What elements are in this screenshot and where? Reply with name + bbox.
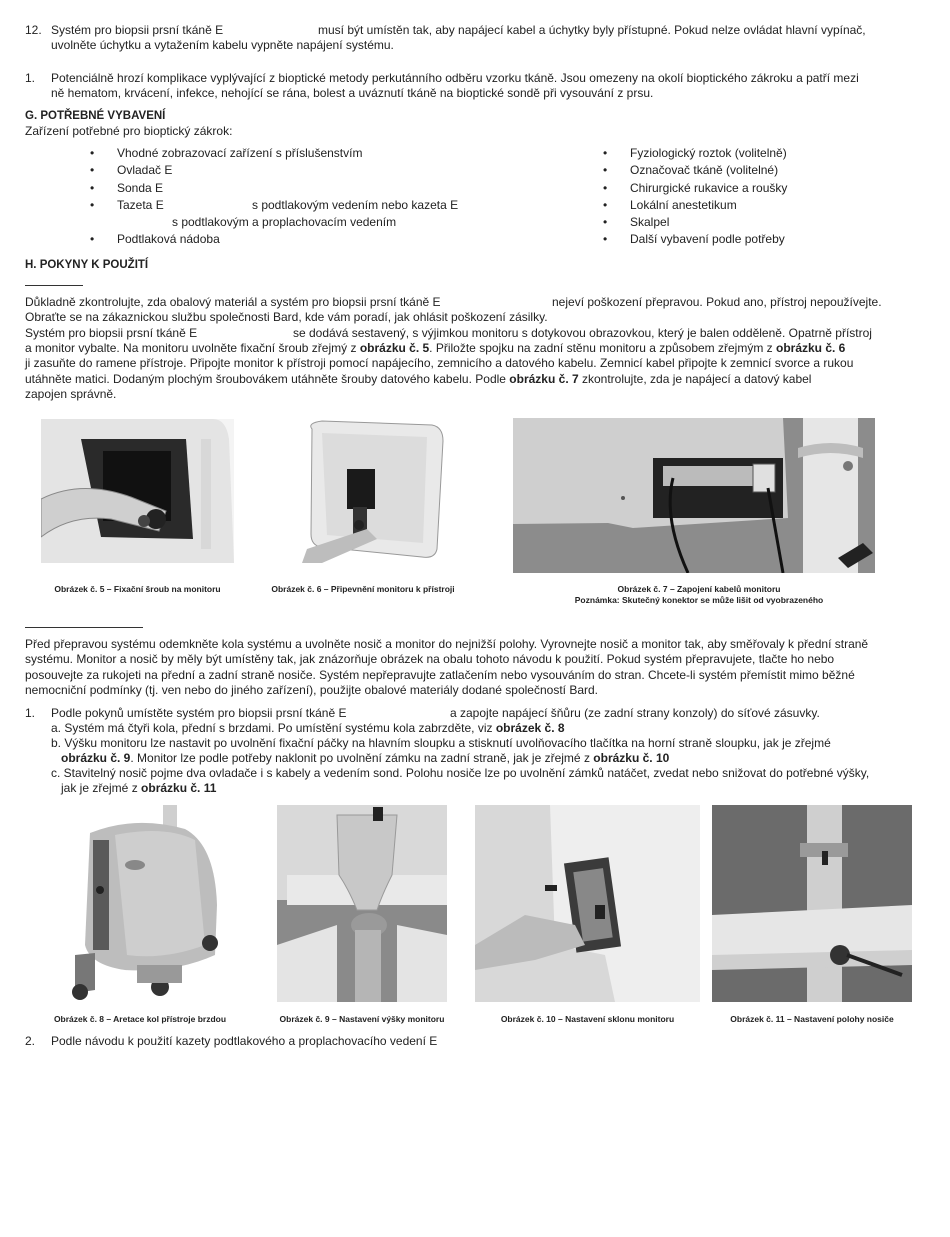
figure-ref-5: obrázku č. 5 [359, 341, 430, 355]
section-g-heading: G. POTŘEBNÉ VYBAVENÍ [25, 110, 166, 122]
transport-text-2: systému. Monitor a nosič by měly být umístěny tak, jak znázorňuje obrázek na obalu tohoto návodu k použití. Pokud systém přepravujete, tlačte ho nebo [25, 652, 835, 666]
check-text-1b: nejeví poškození přepravou. Pokud ano, přístroj nepoužívejte. [552, 295, 882, 309]
complication-number: 1. [25, 71, 36, 85]
step-2-number: 2. [25, 1034, 36, 1048]
complication-text-1: Potenciálně hrozí komplikace vyplývající z bioptické metody perkutánního odběru vzorku tkáně. Jsou omezeny na okolí bioptického zákroku a patří mezi [51, 71, 859, 85]
equipment-item: • Vhodné zobrazovací zařízení s příslušenstvím [90, 145, 570, 162]
check-text-2: Obraťte se na zákaznickou službu společnosti Bard, kde vám poradí, jak ohlásit poškození zásilky. [25, 310, 548, 324]
figure-6-caption: Obrázek č. 6 – Připevnění monitoru k přístroji [271, 584, 455, 594]
step-1b-line-1: b. Výšku monitoru lze nastavit po uvolnění fixační páčky na hlavním sloupku a stisknutí uvolňovacího tlačítka na horní straně sloupku, jak je zřejmé [51, 736, 831, 750]
equipment-item-continuation [90, 214, 570, 231]
item-12-text-a: Systém pro biopsii prsní tkáně E [51, 23, 224, 37]
equipment-item: • Další vybavení podle potřeby [603, 231, 923, 248]
equipment-item: • Ovladač E [90, 162, 570, 179]
setup-text-1a: Systém pro biopsii prsní tkáně E [25, 326, 198, 340]
setup-text-3: ji zasuňte do ramene přístroje. Připojte monitor k přístroji pomocí napájecího, zemnicího a datového kabelu. Zemnicí kabel připojte k zemnicí svorce a rukou [25, 356, 854, 370]
step-1b-text: . Monitor lze podle potřeby naklonit po uvolnění zámku na zadní straně, jak je zřejmé z [130, 751, 594, 765]
equipment-list-left [90, 145, 570, 249]
step-1c-line-2 [61, 781, 216, 797]
figure-5-caption: Obrázek č. 5 – Fixační šroub na monitoru [54, 584, 221, 594]
figure-9-caption: Obrázek č. 9 – Nastavení výšky monitoru [279, 1014, 445, 1024]
figure-ref-7: obrázku č. 7 [509, 372, 579, 386]
step-1a-text: a. Systém má čtyři kola, přední s brzdami. Po umístění systému kola zabrzděte, viz [51, 721, 496, 735]
figure-8-image [55, 805, 225, 1002]
step-1-number: 1. [25, 706, 36, 720]
equipment-list-right [603, 145, 923, 249]
setup-text-2c: . Přiložte spojku na zadní stěnu monitoru a způsobem zřejmým z [429, 341, 776, 355]
figure-7-note: Poznámka: Skutečný konektor se může lišit od vyobrazeného [574, 595, 824, 605]
equipment-item: • Sonda E [90, 180, 570, 197]
figure-7-image [513, 418, 875, 573]
figure-ref-10: obrázku č. 10 [593, 751, 670, 765]
figure-ref-8: obrázek č. 8 [495, 721, 565, 735]
figure-5-image [41, 419, 234, 563]
equipment-item-label: Tazeta E [117, 197, 164, 212]
equipment-item: • Lokální anestetikum [603, 197, 923, 214]
item-12-text-b: musí být umístěn tak, aby napájecí kabel a úchytky byly přístupné. Pokud nelze ovládat hlavní vypínač, [318, 23, 866, 37]
item-12-number: 12. [25, 23, 42, 37]
section-g-intro: Zařízení potřebné pro bioptický zákrok: [25, 124, 233, 138]
step-1-text-a: Podle pokynů umístěte systém pro biopsii prsní tkáně E [51, 706, 347, 720]
figure-ref-6: obrázku č. 6 [776, 341, 846, 355]
item-12-text-2: uvolněte úchytku a vytažením kabelu vypněte napájení systému. [51, 38, 394, 52]
equipment-item [90, 197, 570, 214]
step-1-text-b: a zapojte napájecí šňůru (ze zadní strany konzoly) do síťové zásuvky. [450, 706, 820, 720]
equipment-item: • Označovač tkáně (volitelné) [603, 162, 923, 179]
figure-10-image [475, 805, 700, 1002]
equipment-item-mid: s podtlakovým vedením nebo kazeta E [252, 197, 459, 212]
transport-text-3: posouvejte za rukojeti na přední a zadní straně nosiče. Systém nepřepravujte zatlačením nebo vysouváním do stran. Chcete-li systém přemístit mimo běžné [25, 668, 855, 682]
setup-text-2 [25, 341, 845, 357]
figure-6-image [267, 419, 458, 563]
equipment-item: • Chirurgické rukavice a roušky [603, 180, 923, 197]
transport-text-1: Před přepravou systému odemkněte kola systému a uvolněte nosič a monitor do nejnižší polohy. Vyrovnejte nosič a monitor tak, aby směřovaly k přední straně [25, 637, 869, 651]
transport-text-4: nemocniční podmínky (tj. ven nebo do jiného zařízení), použijte obalové materiály dodané společností Bard. [25, 683, 598, 697]
divider [25, 285, 83, 286]
figure-8-caption: Obrázek č. 8 – Aretace kol přístroje brzdou [53, 1014, 227, 1024]
equipment-item: • Skalpel [603, 214, 923, 231]
step-1c-line-1: c. Stavitelný nosič pojme dva ovladače i s kabely a vedením sond. Polohu nosiče lze po uvolnění zámků natáčet, zvedat nebo snižovat do potřebné výšky, [51, 766, 870, 780]
complication-text-2: ně hematom, krvácení, infekce, nehojící se rána, bolest a uváznutí tkáně na bioptické sondě při vysouvání z prsu. [51, 86, 654, 100]
figure-11-image [712, 805, 912, 1002]
figure-10-caption: Obrázek č. 10 – Nastavení sklonu monitoru [500, 1014, 675, 1024]
setup-text-2a: a monitor vybalte. Na monitoru uvolněte fixační šroub zřejmý z [25, 341, 360, 355]
figure-11-caption: Obrázek č. 11 – Nastavení polohy nosiče [730, 1014, 894, 1024]
step-2-text: Podle návodu k použití kazety podtlakového a proplachovacího vedení E [51, 1034, 438, 1048]
figure-9-image [277, 805, 447, 1002]
setup-text-4a: utáhněte matici. Dodaným plochým šroubovákem utáhněte šrouby datového kabelu. Podle [25, 372, 510, 386]
section-h-heading: H. POKYNY K POUŽITÍ [25, 259, 149, 271]
equipment-item: • Podtlaková nádoba [90, 231, 570, 248]
step-1a [51, 721, 565, 737]
step-1c-text: jak je zřejmé z [61, 781, 142, 795]
equipment-item-cont-text: s podtlakovým a proplachovacím vedením [172, 215, 397, 230]
divider [25, 627, 143, 628]
check-text-1a: Důkladně zkontrolujte, zda obalový materiál a systém pro biopsii prsní tkáně E [25, 295, 441, 309]
setup-text-5: zapojen správně. [25, 387, 117, 401]
setup-text-1b: se dodává sestavený, s výjimkou monitoru s dotykovou obrazovkou, který je balen odděleně. Opatrně přístroj [293, 326, 872, 340]
step-1b-line-2 [61, 751, 669, 767]
figure-7-caption: Obrázek č. 7 – Zapojení kabelů monitoru [617, 584, 781, 594]
setup-text-4 [25, 372, 811, 388]
setup-text-4c: zkontrolujte, zda je napájecí a datový kabel [578, 372, 812, 386]
equipment-item: • Fyziologický roztok (volitelně) [603, 145, 923, 162]
figure-ref-9: obrázku č. 9 [61, 751, 131, 765]
figure-ref-11: obrázku č. 11 [141, 781, 217, 795]
